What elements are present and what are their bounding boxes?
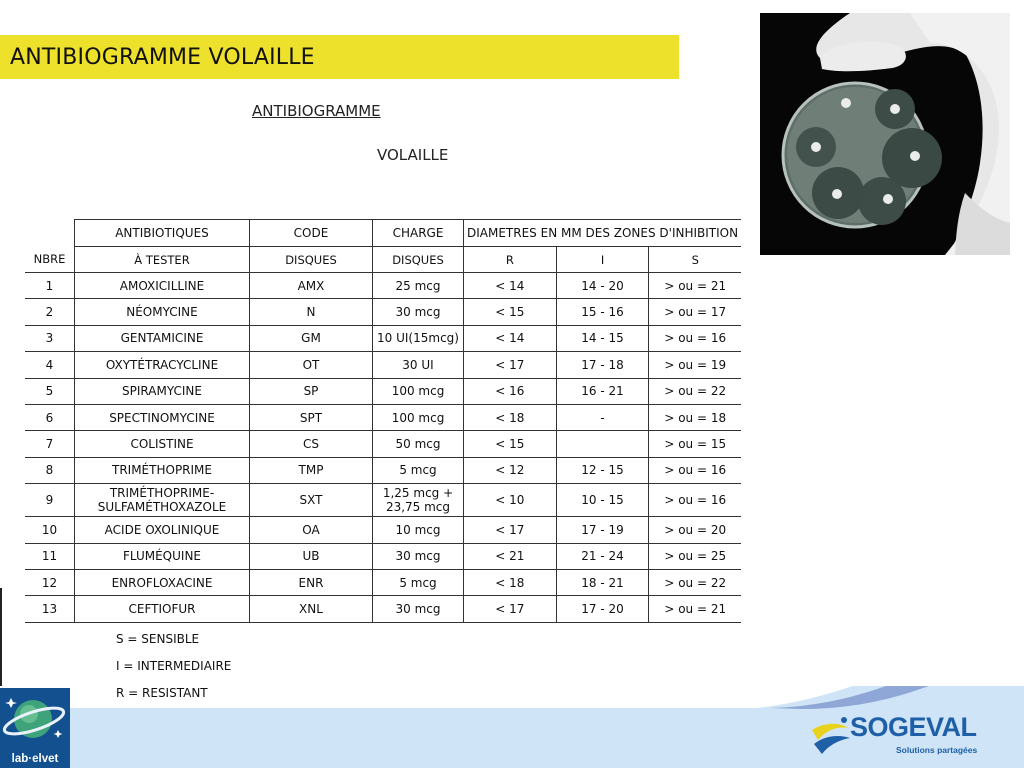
row-i: 14 - 15	[556, 325, 649, 351]
row-code: SP	[250, 378, 373, 404]
table-row	[25, 543, 741, 569]
table-row	[25, 517, 741, 543]
row-charge: 30 mcg	[373, 543, 464, 569]
row-i: 17 - 18	[556, 352, 649, 378]
row-r: < 18	[464, 404, 557, 430]
header-blank-cell	[25, 220, 75, 247]
row-charge	[373, 484, 464, 517]
row-number: 2	[25, 299, 75, 325]
row-number: 12	[25, 569, 75, 595]
row-i: 14 - 20	[556, 273, 649, 299]
row-charge: 10 mcg	[373, 517, 464, 543]
row-r: < 16	[464, 378, 557, 404]
row-i	[556, 431, 649, 457]
header-disques-code: DISQUES	[250, 247, 373, 273]
row-number: 8	[25, 457, 75, 483]
row-number: 4	[25, 352, 75, 378]
header-s: S	[649, 247, 741, 273]
table-row	[25, 325, 741, 351]
row-s: > ou = 19	[649, 352, 741, 378]
slide-title-bar	[0, 35, 679, 79]
antibiogram-table-wrap	[25, 219, 741, 623]
row-antibiotic: GENTAMICINE	[75, 325, 250, 351]
labelvet-logo	[0, 688, 70, 768]
row-i: 17 - 19	[556, 517, 649, 543]
row-s: > ou = 25	[649, 543, 741, 569]
row-code: N	[250, 299, 373, 325]
row-r: < 12	[464, 457, 557, 483]
row-number: 10	[25, 517, 75, 543]
header-charge: CHARGE	[373, 220, 464, 247]
row-number: 13	[25, 596, 75, 622]
table-subheader-row	[25, 247, 741, 273]
row-charge: 100 mcg	[373, 404, 464, 430]
row-code: SXT	[250, 484, 373, 517]
row-s: > ou = 17	[649, 299, 741, 325]
row-s: > ou = 22	[649, 378, 741, 404]
header-diametres: DIAMETRES EN MM DES ZONES D'INHIBITION	[464, 220, 742, 247]
row-antibiotic: SPIRAMYCINE	[75, 378, 250, 404]
row-i: -	[556, 404, 649, 430]
row-code: OT	[250, 352, 373, 378]
table-row	[25, 378, 741, 404]
row-charge: 5 mcg	[373, 569, 464, 595]
row-i: 18 - 21	[556, 569, 649, 595]
sogeval-name: SOGEVAL	[850, 712, 977, 742]
row-s: > ou = 21	[649, 273, 741, 299]
row-antibiotic	[75, 484, 250, 517]
row-code: ENR	[250, 569, 373, 595]
table-row	[25, 457, 741, 483]
row-number: 3	[25, 325, 75, 351]
row-code: UB	[250, 543, 373, 569]
document-subheading: VOLAILLE	[377, 146, 449, 164]
row-charge: 30 UI	[373, 352, 464, 378]
header-code: CODE	[250, 220, 373, 247]
row-code: XNL	[250, 596, 373, 622]
petri-dish-photo	[760, 13, 1010, 255]
row-antibiotic-line2: SULFAMÉTHOXAZOLE	[97, 500, 227, 515]
slide-title: ANTIBIOGRAMME VOLAILLE	[10, 44, 315, 70]
row-charge: 50 mcg	[373, 431, 464, 457]
row-antibiotic: OXYTÉTRACYCLINE	[75, 352, 250, 378]
table-row	[25, 352, 741, 378]
row-antibiotic: TRIMÉTHOPRIME	[75, 457, 250, 483]
row-s: > ou = 18	[649, 404, 741, 430]
row-antibiotic: ENROFLOXACINE	[75, 569, 250, 595]
row-r: < 10	[464, 484, 557, 517]
row-r: < 17	[464, 352, 557, 378]
table-row	[25, 273, 741, 299]
row-number: 6	[25, 404, 75, 430]
row-s: > ou = 16	[649, 325, 741, 351]
row-r: < 18	[464, 569, 557, 595]
sogeval-logo	[808, 710, 988, 760]
row-code: GM	[250, 325, 373, 351]
left-edge-line	[0, 588, 2, 686]
row-antibiotic: COLISTINE	[75, 431, 250, 457]
table-header-row	[25, 220, 741, 247]
header-i: I	[556, 247, 649, 273]
row-s: > ou = 22	[649, 569, 741, 595]
row-r: < 14	[464, 325, 557, 351]
row-charge-line2: 23,75 mcg	[385, 500, 451, 515]
header-r: R	[464, 247, 557, 273]
table-row	[25, 596, 741, 622]
row-number: 5	[25, 378, 75, 404]
table-row	[25, 299, 741, 325]
header-nbre: NBRE	[25, 247, 75, 273]
table-row	[25, 431, 741, 457]
planet-logo-icon	[0, 688, 70, 750]
row-i: 15 - 16	[556, 299, 649, 325]
row-antibiotic: AMOXICILLINE	[75, 273, 250, 299]
row-i: 21 - 24	[556, 543, 649, 569]
document-heading: ANTIBIOGRAMME	[252, 102, 381, 120]
sogeval-swoosh-icon	[808, 714, 856, 756]
row-s: > ou = 20	[649, 517, 741, 543]
row-code: OA	[250, 517, 373, 543]
header-antibiotiques: ANTIBIOTIQUES	[75, 220, 250, 247]
row-code: TMP	[250, 457, 373, 483]
row-code: AMX	[250, 273, 373, 299]
row-s: > ou = 21	[649, 596, 741, 622]
row-s: > ou = 16	[649, 457, 741, 483]
row-i: 10 - 15	[556, 484, 649, 517]
legend-sensible: S = SENSIBLE	[116, 632, 200, 646]
row-charge: 5 mcg	[373, 457, 464, 483]
antibiogram-table	[25, 219, 741, 623]
row-antibiotic: FLUMÉQUINE	[75, 543, 250, 569]
row-charge: 30 mcg	[373, 299, 464, 325]
table-row	[25, 569, 741, 595]
row-charge: 30 mcg	[373, 596, 464, 622]
row-number: 9	[25, 484, 75, 517]
legend-resistant: R = RESISTANT	[116, 686, 208, 700]
row-s: > ou = 16	[649, 484, 741, 517]
header-disques-charge: DISQUES	[373, 247, 464, 273]
row-charge-line1: 1,25 mcg +	[382, 486, 454, 501]
legend-intermediaire: I = INTERMEDIAIRE	[116, 659, 232, 673]
row-antibiotic: SPECTINOMYCINE	[75, 404, 250, 430]
row-r: < 17	[464, 517, 557, 543]
row-r: < 17	[464, 596, 557, 622]
row-r: < 14	[464, 273, 557, 299]
row-i: 17 - 20	[556, 596, 649, 622]
row-i: 16 - 21	[556, 378, 649, 404]
row-antibiotic: CEFTIOFUR	[75, 596, 250, 622]
row-antibiotic: NÉOMYCINE	[75, 299, 250, 325]
row-number: 1	[25, 273, 75, 299]
header-a-tester: À TESTER	[75, 247, 250, 273]
row-code: SPT	[250, 404, 373, 430]
table-row	[25, 484, 741, 517]
row-i: 12 - 15	[556, 457, 649, 483]
row-antibiotic: ACIDE OXOLINIQUE	[75, 517, 250, 543]
row-number: 7	[25, 431, 75, 457]
row-code: CS	[250, 431, 373, 457]
row-r: < 15	[464, 431, 557, 457]
sogeval-tagline: Solutions partagées	[896, 745, 978, 755]
row-number: 11	[25, 543, 75, 569]
row-antibiotic-line1: TRIMÉTHOPRIME-	[109, 486, 215, 501]
table-row	[25, 404, 741, 430]
row-r: < 21	[464, 543, 557, 569]
row-charge: 100 mcg	[373, 378, 464, 404]
labelvet-text: lab·elvet	[11, 753, 59, 765]
row-r: < 15	[464, 299, 557, 325]
row-charge: 25 mcg	[373, 273, 464, 299]
row-s: > ou = 15	[649, 431, 741, 457]
row-charge: 10 UI(15mcg)	[373, 325, 464, 351]
